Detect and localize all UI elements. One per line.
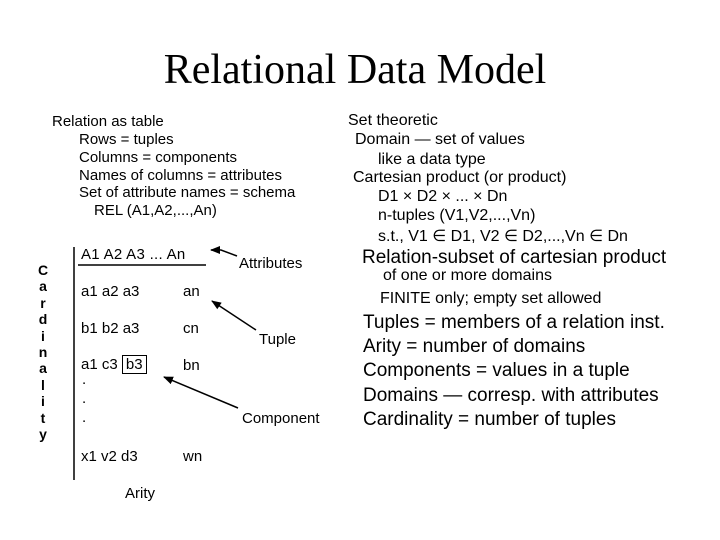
component-box: b3 [122,355,147,374]
table-header: A1 A2 A3 ... An [81,246,186,263]
component-label: Component [242,410,320,427]
right-line-3: like a data type [378,151,486,168]
cardinality-letter: r [40,294,46,311]
left-line-5: Set of attribute names = schema [79,184,296,201]
fact-2: Arity = number of domains [363,336,586,357]
tuple-arrow [212,301,256,330]
table-row-2-last: cn [183,320,199,337]
sub-line-2: FINITE only; empty set allowed [380,290,602,307]
cardinality-letter: i [41,327,45,344]
table-row-2-values: b1 b2 a3 [81,320,140,337]
cardinality-letter: a [39,278,47,295]
right-line-1: Set theoretic [348,112,438,129]
cardinality-letter: t [40,409,46,426]
table-row-4-values: x1 v2 d3 [81,448,138,465]
table-row-3-last: bn [183,357,200,374]
ellipsis-dot: . [82,390,87,407]
fact-1: Tuples = members of a relation inst. [363,312,665,333]
attributes-arrow [211,250,237,256]
page-title: Relational Data Model [163,47,547,93]
right-line-6: n-tuples (V1,V2,...,Vn) [378,207,536,224]
fact-3: Components = values in a tuple [363,360,630,381]
cardinality-letter: d [38,311,48,328]
cardinality-letter: l [41,376,45,393]
attributes-label: Attributes [239,255,303,272]
ellipsis-dot: . [82,409,87,426]
cardinality-letter: C [37,262,49,278]
table-row-1-last: an [183,283,200,300]
component-arrow [164,377,238,408]
sub-line-1: of one or more domains [383,267,552,284]
left-line-3: Columns = components [79,149,237,166]
left-line-4: Names of columns = attributes [79,167,283,184]
ellipsis-dot: . [82,371,87,388]
right-line-2: Domain — set of values [355,131,525,148]
cardinality-letter: a [39,360,47,377]
right-line-7: s.t., V1 ∈ D1, V2 ∈ D2,...,Vn ∈ Dn [378,228,628,245]
tuple-label: Tuple [259,331,296,348]
cardinality-letter: n [38,344,48,361]
arity-label: Arity [125,485,155,502]
left-line-1: Relation as table [52,113,164,130]
left-line-2: Rows = tuples [79,131,174,148]
table-row-4-last: wn [183,448,203,465]
table-row-3-left: a1 c3 [81,356,118,373]
left-line-6: REL (A1,A2,...,An) [94,202,217,219]
cardinality-letter: i [41,393,45,410]
fact-4: Domains — corresp. with attributes [363,385,659,406]
cardinality-letter: y [39,426,47,443]
right-line-5: D1 × D2 × ... × Dn [378,188,508,205]
right-line-4: Cartesian product (or product) [353,169,567,186]
table-row-1-values: a1 a2 a3 [81,283,140,300]
relation-subset: Relation-subset of cartesian product [362,247,667,268]
fact-5: Cardinality = number of tuples [363,409,616,430]
